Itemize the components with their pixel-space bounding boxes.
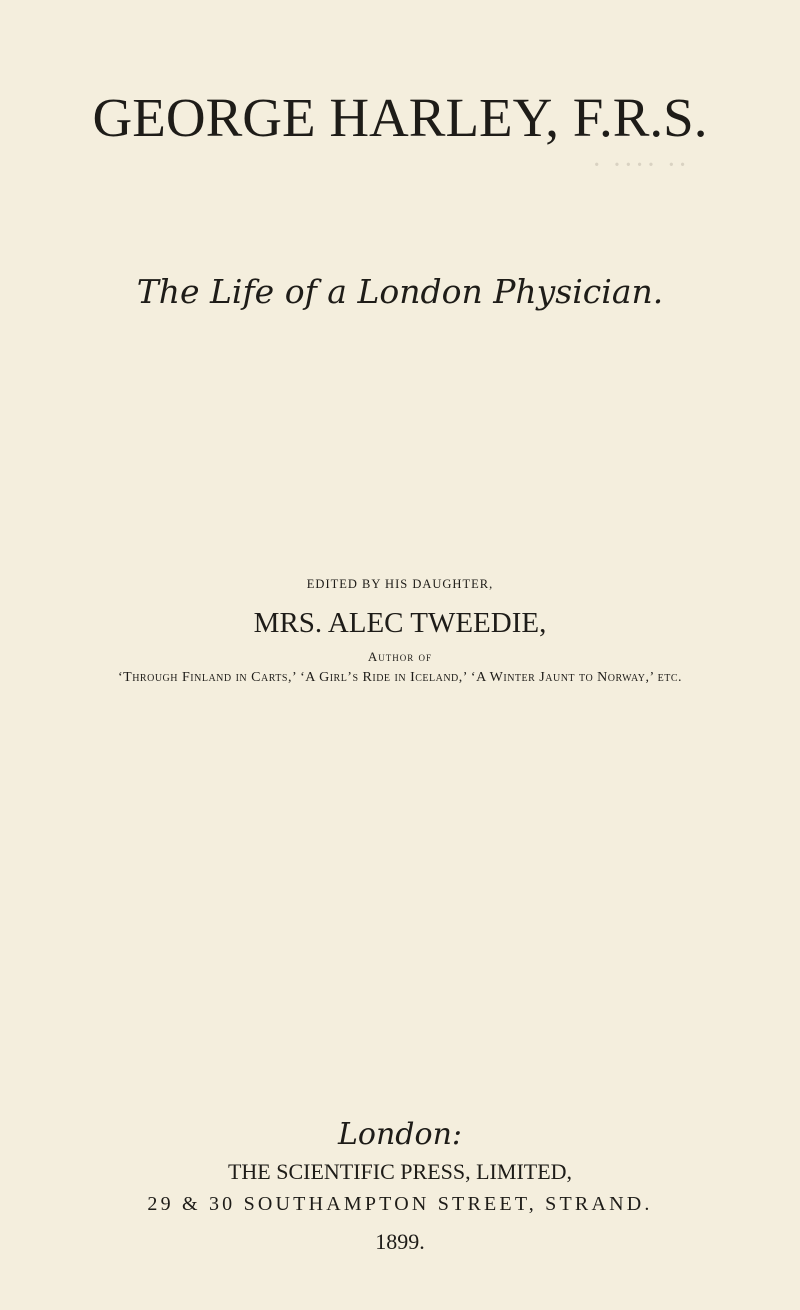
author-of-line: Author of (367, 649, 433, 664)
imprint-publisher: THE SCIENTIFIC PRESS, LIMITED, (227, 1159, 573, 1184)
bleed-through-mark: ·· ···· · (590, 150, 688, 181)
main-title: GEORGE HARLEY, F.R.S. (92, 87, 708, 148)
imprint-year: 1899. (375, 1229, 425, 1254)
editor-name: MRS. ALEC TWEEDIE, (253, 607, 547, 639)
edited-by-line: EDITED BY HIS DAUGHTER, (306, 577, 494, 591)
author-works: ‘Through Finland in Carts,’ ‘A Girl’s Ride in Iceland,’ ‘A Winter Jaunt to Norway,’ etc. (118, 670, 682, 685)
subtitle: The Life of a London Physician. (136, 272, 664, 311)
imprint-city: London: (338, 1117, 462, 1152)
imprint-address: 29 & 30 SOUTHAMPTON STREET, STRAND. (147, 1193, 653, 1215)
